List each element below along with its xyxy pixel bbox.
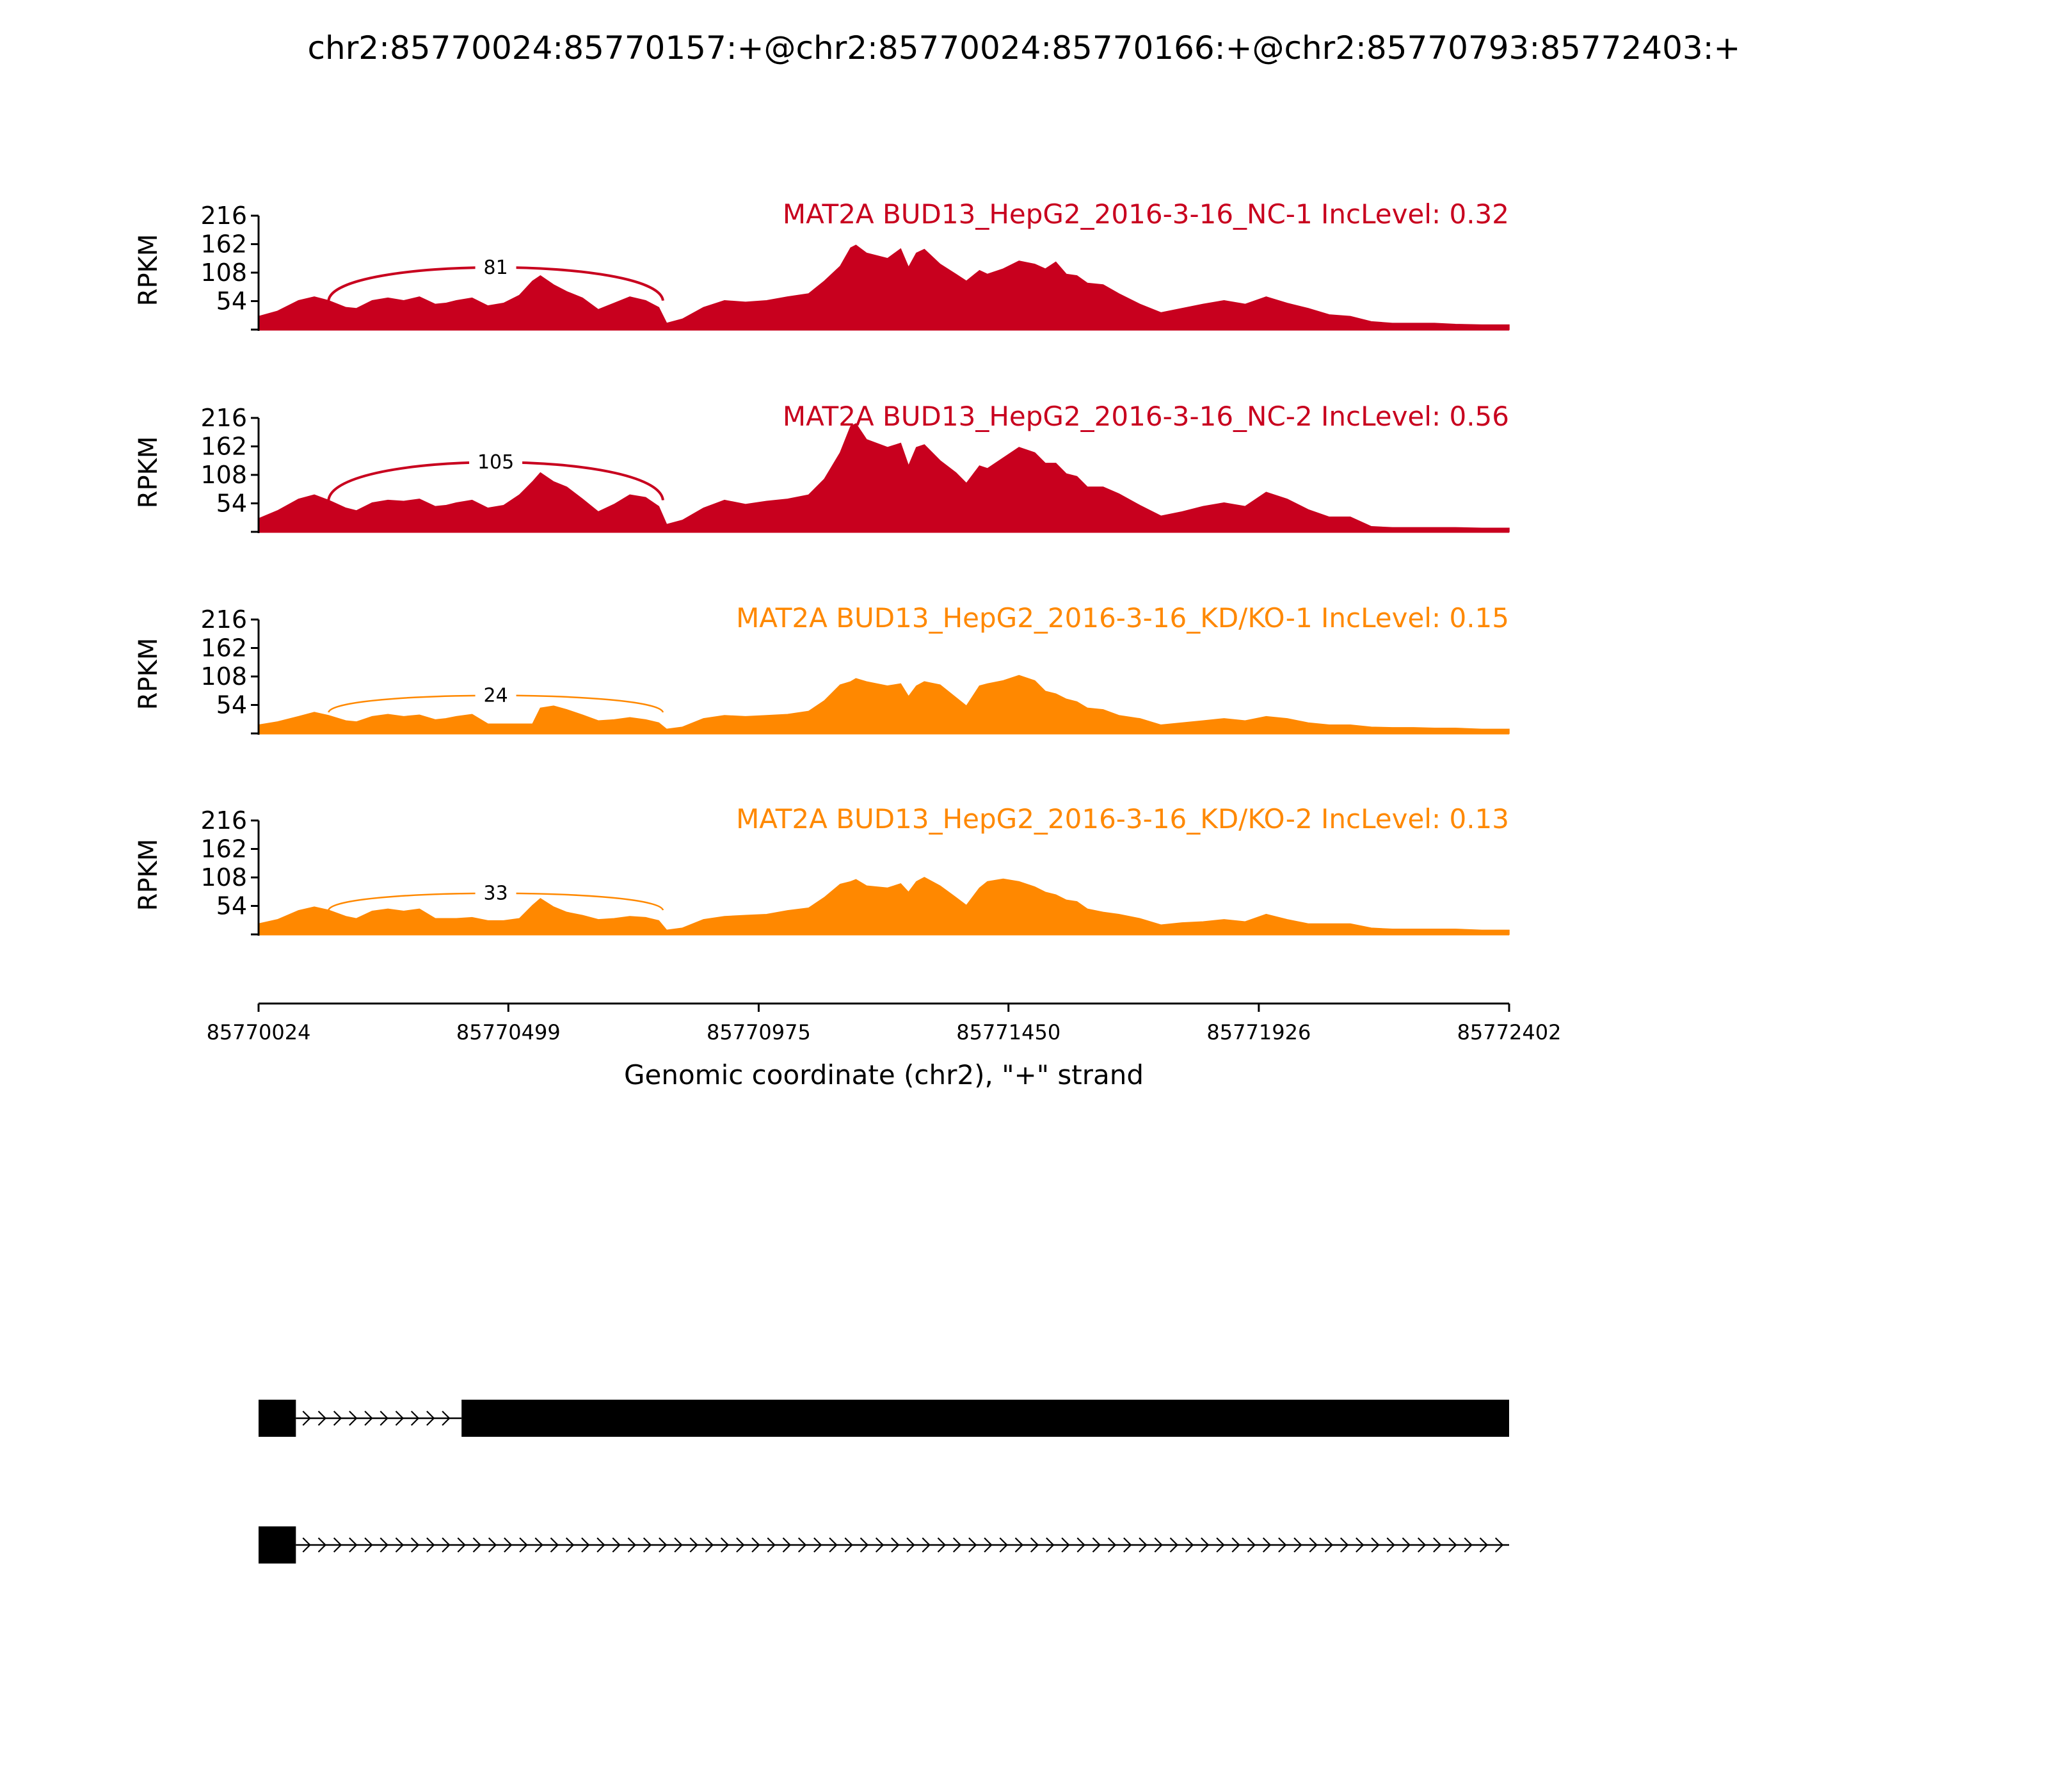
x-tick-label: 85770975 <box>706 1020 811 1044</box>
x-tick-label: 85770499 <box>456 1020 561 1044</box>
isoform-2 <box>259 1526 1509 1564</box>
y-tick-label: 108 <box>200 259 247 287</box>
panel-4 <box>134 803 1509 936</box>
y-tick-label: 162 <box>200 634 247 662</box>
sample-label: MAT2A BUD13_HepG2_2016-3-16_NC-2 IncLevel: 0.56 <box>782 401 1509 432</box>
exon-block <box>259 1400 296 1437</box>
sample-label: MAT2A BUD13_HepG2_2016-3-16_NC-1 IncLevel: 0.32 <box>782 198 1509 230</box>
y-tick-label: 162 <box>200 432 247 461</box>
sample-label: MAT2A BUD13_HepG2_2016-3-16_KD/KO-2 IncLevel: 0.13 <box>736 803 1509 835</box>
junction-count-label: 81 <box>483 256 508 279</box>
y-tick-label: 108 <box>200 662 247 691</box>
y-tick-label: 108 <box>200 461 247 489</box>
junction-count-label: 33 <box>483 882 508 905</box>
y-tick-label: 162 <box>200 230 247 259</box>
y-tick-label: 108 <box>200 863 247 892</box>
x-tick-label: 85772402 <box>1457 1020 1562 1044</box>
exon-block <box>461 1400 1509 1437</box>
y-axis-label: RPKM <box>134 637 163 710</box>
coverage-area <box>259 877 1509 934</box>
panel-1 <box>134 198 1509 331</box>
x-tick-label: 85771450 <box>956 1020 1061 1044</box>
y-axis-label: RPKM <box>134 234 163 307</box>
y-tick-label: 54 <box>216 691 247 719</box>
x-tick-label: 85771926 <box>1206 1020 1311 1044</box>
x-tick-label: 85770024 <box>206 1020 311 1044</box>
y-tick-label: 216 <box>200 605 247 634</box>
y-tick-label: 54 <box>216 287 247 316</box>
figure-title: chr2:85770024:85770157:+@chr2:85770024:85770166:+@chr2:85770793:85772403:+ <box>307 29 1741 67</box>
x-axis <box>207 1004 1562 1044</box>
coverage-area <box>259 675 1509 733</box>
y-tick-label: 54 <box>216 489 247 518</box>
x-axis-label: Genomic coordinate (chr2), "+" strand <box>623 1059 1144 1091</box>
junction-count-label: 105 <box>477 451 515 474</box>
y-axis-label: RPKM <box>134 436 163 509</box>
junction-count-label: 24 <box>483 684 508 707</box>
panel-3 <box>134 602 1509 735</box>
y-tick-label: 216 <box>200 806 247 835</box>
coverage-area <box>259 245 1509 330</box>
panel-2 <box>134 401 1509 533</box>
coverage-area <box>259 424 1509 532</box>
y-tick-label: 162 <box>200 835 247 863</box>
gene-structure <box>259 1400 1509 1564</box>
isoform-1 <box>259 1400 1509 1437</box>
y-tick-label: 216 <box>200 404 247 432</box>
sample-label: MAT2A BUD13_HepG2_2016-3-16_KD/KO-1 IncLevel: 0.15 <box>736 602 1509 634</box>
y-tick-label: 216 <box>200 202 247 230</box>
exon-block <box>259 1526 296 1564</box>
y-tick-label: 54 <box>216 892 247 920</box>
y-axis-label: RPKM <box>134 838 163 911</box>
sashimi-panels <box>134 198 1509 936</box>
